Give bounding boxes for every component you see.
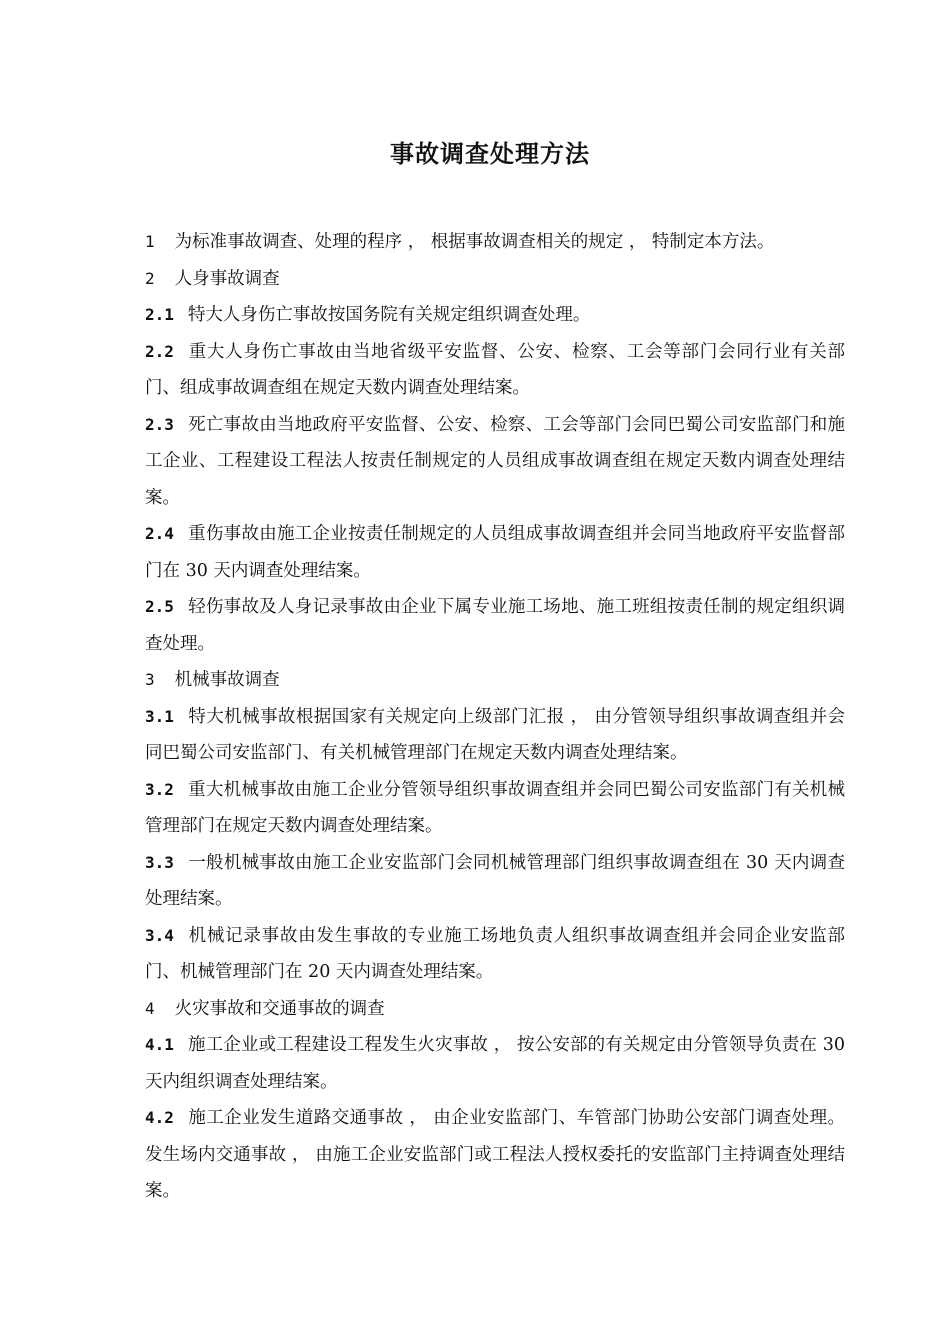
paragraph-text: 施工企业发生道路交通事故 ， 由企业安监部门、车管部门协助公安部门调查处理。发生场内交通事故 ， 由施工企业安监部门或工程法人授权委托的安监部门主持调查处理结案。 <box>145 1108 845 1201</box>
section-number: 4 <box>145 998 155 1018</box>
paragraph-text: 一般机械事故由施工企业安监部门会同机械管理部门组织事故调查组在 30 天内调查处理结案。 <box>145 852 845 909</box>
section-number: 2.1 <box>145 305 174 324</box>
paragraph-text: 特大人身伤亡事故按国务院有关规定组织调查处理。 <box>187 305 591 325</box>
section-number: 3.1 <box>145 706 174 726</box>
section-heading: 火灾事故和交通事故的调查 <box>174 998 385 1019</box>
paragraph-text: 机械记录事故由发生事故的专业施工场地负责人组织事故调查组并会同企业安监部门、机械管理部门在 20 天内调查处理结案。 <box>145 925 845 982</box>
section-heading: 机械事故调查 <box>174 670 280 690</box>
section-number: 2.3 <box>145 414 174 434</box>
paragraph-text: 重伤事故由施工企业按责任制规定的人员组成事故调查组并会同当地政府平安监督部门在 30 天内调查处理结案。 <box>145 524 845 581</box>
paragraph-2-4 <box>145 516 845 589</box>
paragraph-3-2 <box>145 772 845 845</box>
heading-2 <box>145 261 845 298</box>
document-body <box>145 224 845 1210</box>
section-number: 3.3 <box>145 852 174 872</box>
section-number: 2.5 <box>145 597 174 616</box>
paragraph-text: 特大机械事故根据国家有关规定向上级部门汇报 ， 由分管领导组织事故调查组并会同巴蜀公司安监部门、有关机械管理部门在规定天数内调查处理结案。 <box>145 706 845 763</box>
paragraph-2-1 <box>145 297 845 334</box>
paragraph-3-4 <box>145 918 845 991</box>
section-number: 3.2 <box>145 779 174 799</box>
paragraph-2-2 <box>145 334 845 407</box>
heading-4 <box>145 991 845 1028</box>
paragraph-text: 死亡事故由当地政府平安监督、公安、检察、工会等部门会同巴蜀公司安监部门和施工企业、工程建设工程法人按责任制规定的人员组成事故调查组在规定天数内调查处理结案。 <box>145 414 845 508</box>
document-title: 事故调查处理方法 <box>390 140 590 168</box>
paragraph-4-2 <box>145 1100 845 1210</box>
paragraph-text: 轻伤事故及人身记录事故由企业下属专业施工场地、施工班组按责任制的规定组织调查处理。 <box>145 597 845 654</box>
paragraph-2-5 <box>145 589 845 662</box>
section-number: 3.4 <box>145 925 174 945</box>
paragraph-3-3 <box>145 845 845 918</box>
section-number: 3 <box>145 670 155 689</box>
section-number: 4.1 <box>145 1035 174 1054</box>
section-number: 2 <box>145 268 155 288</box>
paragraph-2-3 <box>145 407 845 517</box>
section-number: 4.2 <box>145 1108 174 1127</box>
paragraph-text: 重大机械事故由施工企业分管领导组织事故调查组并会同巴蜀公司安监部门有关机械管理部门在规定天数内调查处理结案。 <box>145 779 845 836</box>
paragraph-text: 重大人身伤亡事故由当地省级平安监督、公安、检察、工会等部门会同行业有关部门、组成事故调查组在规定天数内调查处理结案。 <box>145 341 845 398</box>
paragraph-text: 为标准事故调查、处理的程序 ， 根据事故调查相关的规定 ， 特制定本方法。 <box>174 232 775 252</box>
paragraph-1 <box>145 224 845 261</box>
section-heading: 人身事故调查 <box>174 268 280 289</box>
section-number: 2.2 <box>145 341 174 361</box>
paragraph-text: 施工企业或工程建设工程发生火灾事故 ， 按公安部的有关规定由分管领导负责在 30 天内组织调查处理结案。 <box>145 1035 845 1092</box>
section-number: 2.4 <box>145 524 174 543</box>
paragraph-4-1 <box>145 1027 845 1100</box>
section-number: 1 <box>145 232 155 251</box>
paragraph-3-1 <box>145 699 845 772</box>
heading-3 <box>145 662 845 699</box>
